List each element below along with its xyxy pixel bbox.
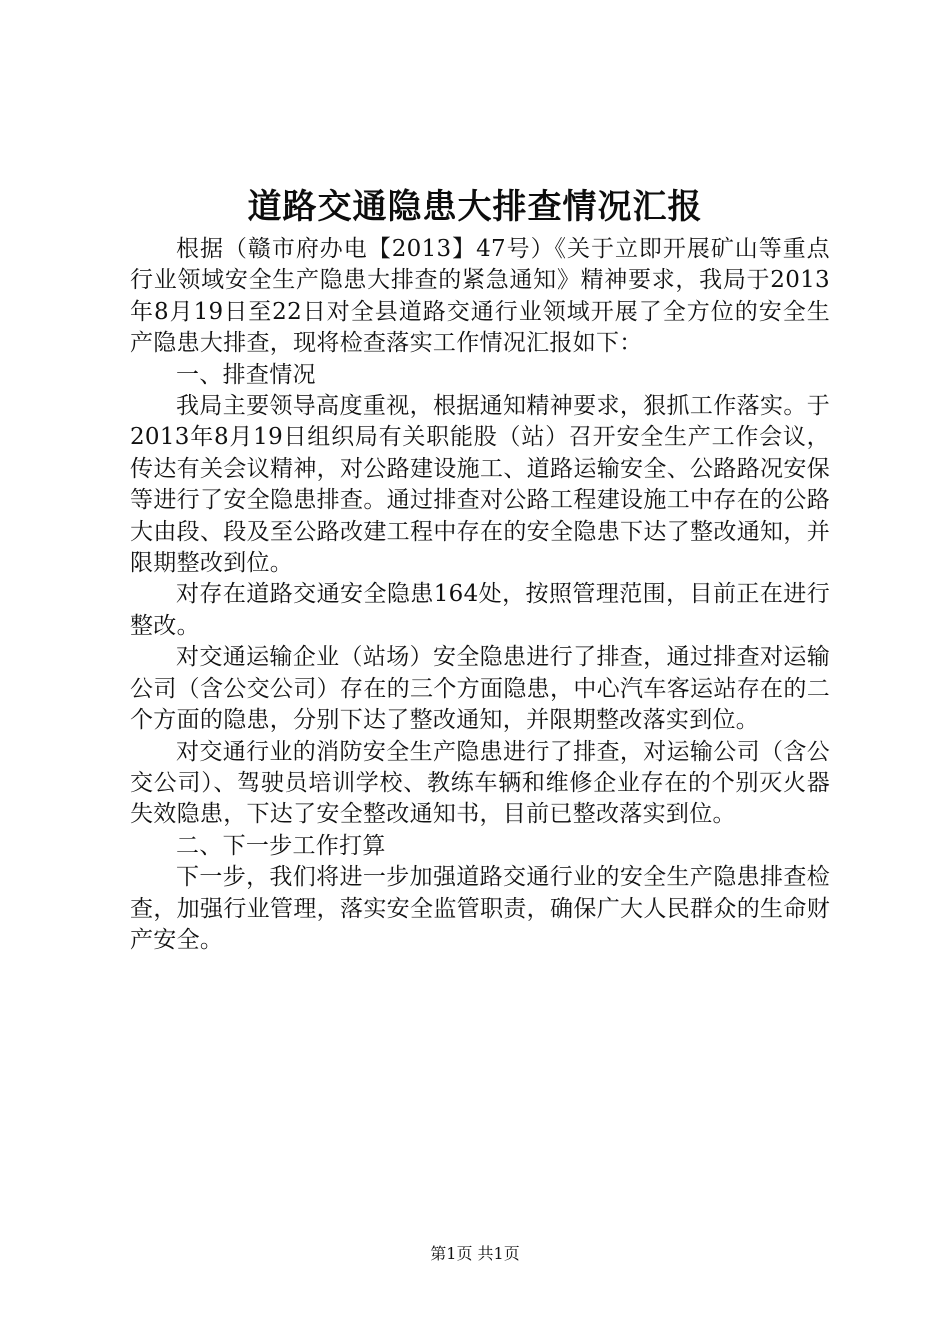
section2-paragraph-1: 下一步，我们将进一步加强道路交通行业的安全生产隐患排查检查，加强行业管理，落实安全监管职责，确保广大人民群众的生命财产安全。 <box>130 864 830 953</box>
section1-paragraph-4: 对交通行业的消防安全生产隐患进行了排查，对运输公司（含公交公司）、驾驶员培训学校、教练车辆和维修企业存在的个别灭火器失效隐患，下达了安全整改通知书，目前已整改落实到位。 <box>130 738 830 828</box>
section-heading-1: 一、排查情况 <box>176 361 316 388</box>
section1-paragraph-2: 对存在道路交通安全隐患164处，按照管理范围，目前正在进行整改。 <box>130 581 830 639</box>
section1-paragraph-3: 对交通运输企业（站场）安全隐患进行了排查，通过排查对运输公司（含公交公司）存在的三个方面隐患，中心汽车客运站存在的二个方面的隐患，分别下达了整改通知，并限期整改落实到位。 <box>130 644 830 734</box>
document-body <box>130 234 830 956</box>
intro-paragraph: 根据（赣市府办电【2013】47号）《关于立即开展矿山等重点行业领域安全生产隐患大排查的紧急通知》精神要求，我局于2013年8月19日至22日对全县道路交通行业领域开展了全方位的安全生产隐患大排查，现将检查落实工作情况汇报如下： <box>130 236 830 357</box>
document-title: 道路交通隐患大排查情况汇报 <box>247 187 703 227</box>
page-footer: 第1页 共1页 <box>430 1244 520 1263</box>
section-heading-2: 二、下一步工作打算 <box>176 832 386 859</box>
section1-paragraph-1: 我局主要领导高度重视，根据通知精神要求，狠抓工作落实。于2013年8月19日组织局有关职能股（站）召开安全生产工作会议，传达有关会议精神，对公路建设施工、道路运输安全、公路路况安保等进行了安全隐患排查。通过排查对公路工程建设施工中存在的公路大由段、段及至公路改建工程中存在的安全隐患下达了整改通知，并限期整改到位。 <box>130 393 830 577</box>
